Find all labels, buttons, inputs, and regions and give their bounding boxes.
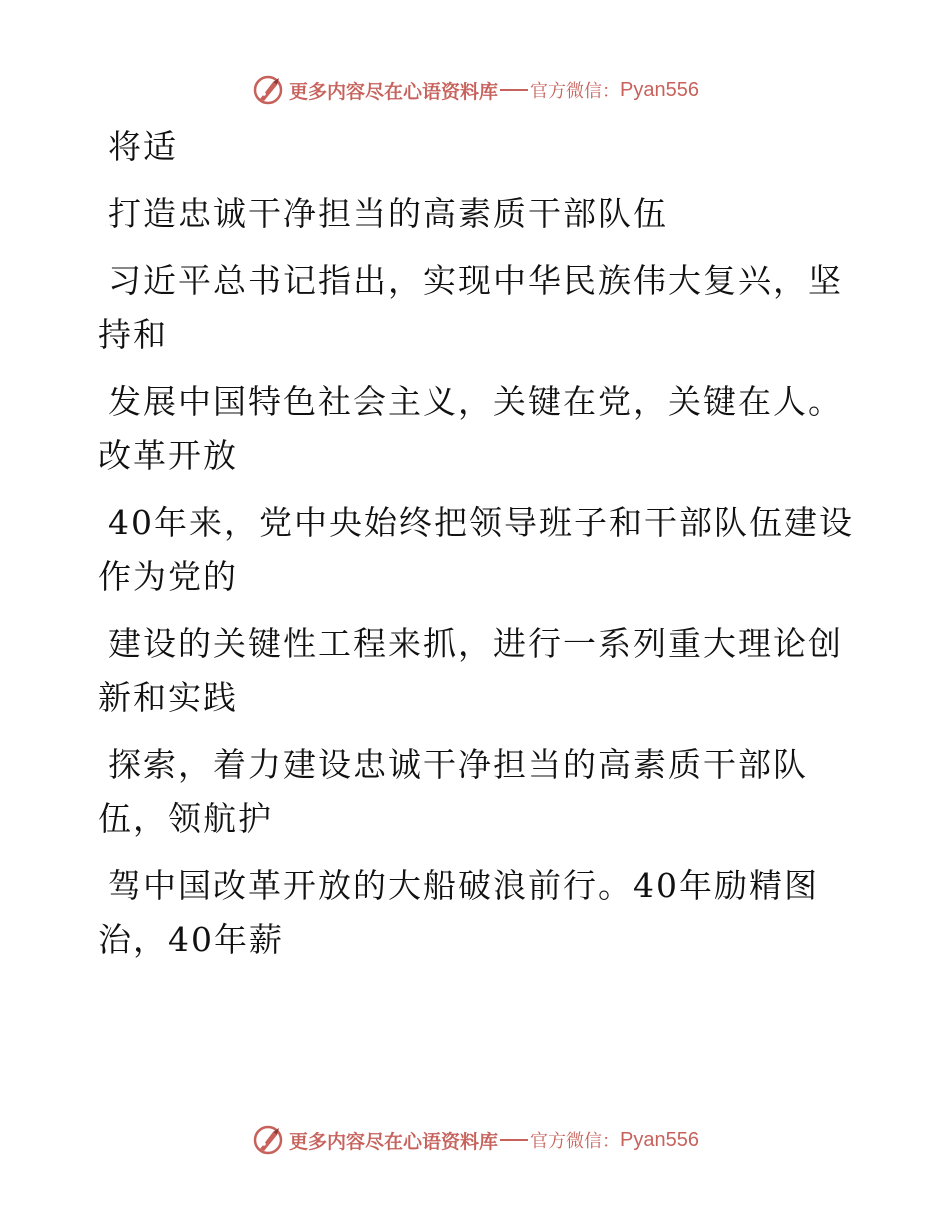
text-line: 伍，领航护: [98, 799, 273, 838]
text-line: 治，40年薪: [98, 920, 284, 959]
document-body: [98, 120, 858, 967]
footer-watermark-banner: [0, 1120, 950, 1160]
text-line: 将适: [108, 127, 178, 166]
text-line: 驾中国改革开放的大船破浪前行。40年励精图: [108, 866, 819, 905]
header-watermark-banner: [0, 70, 950, 110]
text-line: 作为党的: [98, 557, 238, 596]
banner-divider: [500, 1139, 528, 1141]
wechat-label: 官方微信：: [530, 1131, 621, 1152]
text-line: 打造忠诚干净担当的高素质干部队伍: [108, 194, 668, 233]
banner-divider: [500, 89, 528, 91]
text-line: 探索，着力建设忠诚干净担当的高素质干部队: [108, 745, 808, 784]
text-line: 持和: [98, 315, 168, 354]
wechat-id: Pyan556: [620, 1128, 699, 1151]
site-name: 更多内容尽在心语资料库: [289, 80, 499, 103]
site-name: 更多内容尽在心语资料库: [289, 1130, 499, 1153]
text-line: 40年来，党中央始终把领导班子和干部队伍建设: [108, 503, 854, 542]
wechat-label: 官方微信：: [530, 81, 621, 102]
wechat-id: Pyan556: [620, 78, 699, 101]
pen-nib-logo-icon: [251, 73, 285, 107]
text-line: 发展中国特色社会主义，关键在党，关键在人。: [108, 382, 843, 421]
text-line: 新和实践: [98, 678, 238, 717]
text-line: 建设的关键性工程来抓，进行一系列重大理论创: [108, 624, 843, 663]
text-line: 改革开放: [98, 436, 238, 475]
pen-nib-logo-icon: [251, 1123, 285, 1157]
text-line: 习近平总书记指出，实现中华民族伟大复兴，坚: [108, 261, 843, 300]
